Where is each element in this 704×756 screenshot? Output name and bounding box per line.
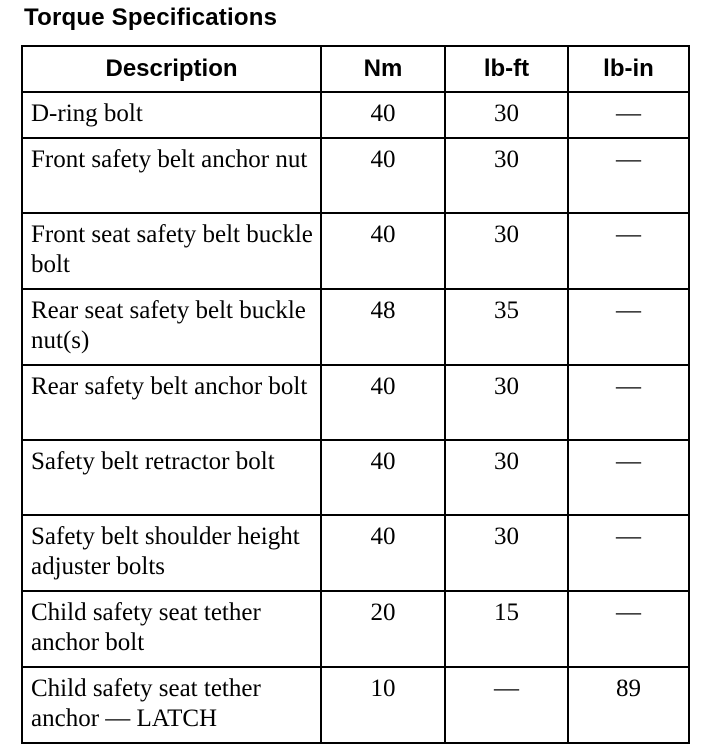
- cell-nm: 40: [321, 138, 445, 213]
- cell-lb-in: —: [568, 289, 689, 365]
- cell-nm: 40: [321, 213, 445, 289]
- cell-lb-ft: 30: [445, 92, 568, 138]
- column-header-description: Description: [22, 46, 321, 92]
- cell-lb-in: —: [568, 365, 689, 440]
- cell-lb-ft: 15: [445, 591, 568, 667]
- cell-lb-ft: 30: [445, 365, 568, 440]
- cell-lb-in: —: [568, 92, 689, 138]
- cell-lb-ft: 30: [445, 515, 568, 591]
- cell-lb-in: —: [568, 138, 689, 213]
- cell-description: Child safety seat tether anchor bolt: [22, 591, 321, 667]
- cell-lb-in: —: [568, 591, 689, 667]
- column-header-lb-in: lb-in: [568, 46, 689, 92]
- torque-spec-table: [21, 45, 690, 744]
- page-title: Torque Specifications: [24, 4, 278, 31]
- cell-nm: 40: [321, 515, 445, 591]
- cell-lb-ft: 30: [445, 440, 568, 515]
- table-row: [22, 365, 689, 440]
- header-row: [22, 46, 689, 92]
- table-row: [22, 591, 689, 667]
- cell-nm: 20: [321, 591, 445, 667]
- cell-lb-in: 89: [568, 667, 689, 743]
- cell-lb-ft: 30: [445, 213, 568, 289]
- table-row: [22, 138, 689, 213]
- cell-lb-ft: 35: [445, 289, 568, 365]
- table-row: [22, 515, 689, 591]
- cell-nm: 40: [321, 365, 445, 440]
- cell-nm: 10: [321, 667, 445, 743]
- column-header-lb-ft: lb-ft: [445, 46, 568, 92]
- cell-description: Front seat safety belt buckle bolt: [22, 213, 321, 289]
- table-row: [22, 213, 689, 289]
- cell-description: Child safety seat tether anchor — LATCH: [22, 667, 321, 743]
- cell-description: Rear seat safety belt buckle nut(s): [22, 289, 321, 365]
- cell-description: Safety belt shoulder height adjuster bolts: [22, 515, 321, 591]
- cell-lb-ft: 30: [445, 138, 568, 213]
- table-row: [22, 440, 689, 515]
- column-header-nm: Nm: [321, 46, 445, 92]
- cell-lb-ft: —: [445, 667, 568, 743]
- cell-description: Front safety belt anchor nut: [22, 138, 321, 213]
- cell-lb-in: —: [568, 213, 689, 289]
- cell-lb-in: —: [568, 440, 689, 515]
- cell-nm: 40: [321, 92, 445, 138]
- cell-nm: 40: [321, 440, 445, 515]
- table-row: [22, 667, 689, 743]
- cell-description: Safety belt retractor bolt: [22, 440, 321, 515]
- table-row: [22, 92, 689, 138]
- cell-description: Rear safety belt anchor bolt: [22, 365, 321, 440]
- cell-description: D-ring bolt: [22, 92, 321, 138]
- cell-nm: 48: [321, 289, 445, 365]
- table-row: [22, 289, 689, 365]
- cell-lb-in: —: [568, 515, 689, 591]
